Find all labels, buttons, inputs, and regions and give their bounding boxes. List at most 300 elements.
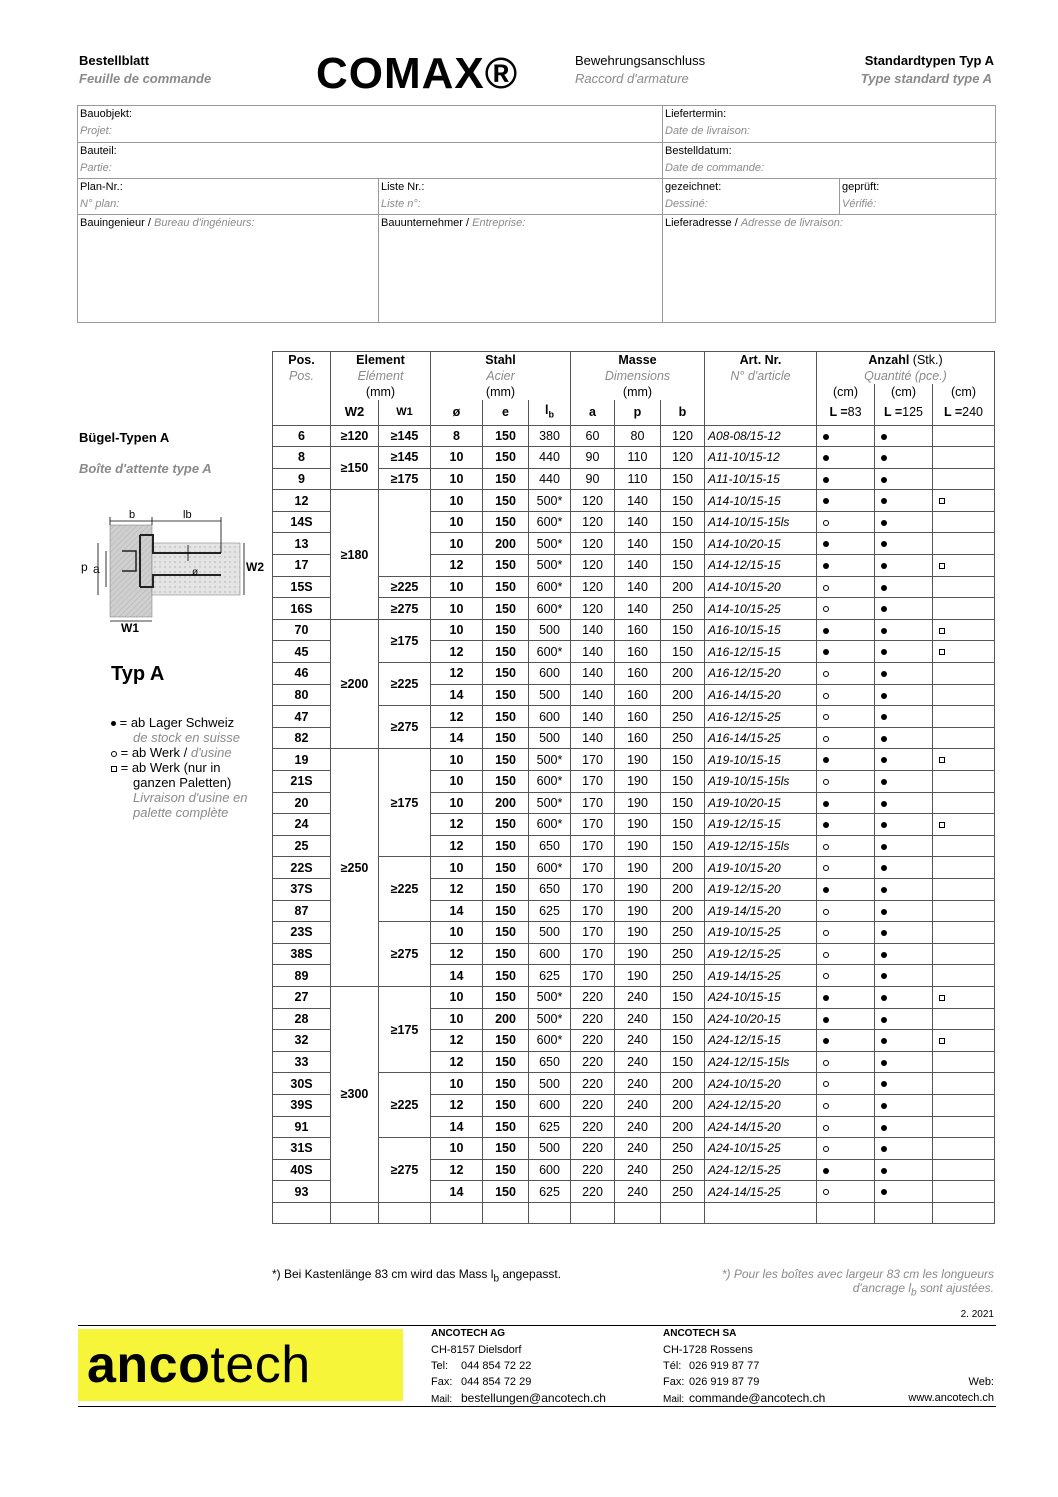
cell-qty-125[interactable] xyxy=(875,598,933,620)
filled-dot-icon xyxy=(881,714,887,720)
cell-art-nr: A14-10/15-25 xyxy=(705,598,817,620)
cell-pos: 32 xyxy=(273,1030,331,1052)
cell-qty-83[interactable] xyxy=(817,468,875,490)
cell-qty-83[interactable] xyxy=(817,878,875,900)
cell-art-nr: A19-10/20-15 xyxy=(705,792,817,814)
cell-lb: 600* xyxy=(529,641,571,663)
cell-w2: ≥200 xyxy=(331,619,379,749)
cell-qty-83[interactable] xyxy=(817,922,875,944)
cell-p: 110 xyxy=(615,447,661,469)
cell-pos: 25 xyxy=(273,835,331,857)
cell-b: 150 xyxy=(661,641,705,663)
cell-lb: 500 xyxy=(529,1073,571,1095)
legend-open xyxy=(111,745,276,760)
field-lieferadresse[interactable] xyxy=(663,215,997,322)
cell-e: 150 xyxy=(483,684,529,706)
ag-fax xyxy=(431,1374,606,1390)
table-row xyxy=(273,706,995,728)
cell-qty-83[interactable] xyxy=(817,576,875,598)
legend-full-de: = ab Lager Schweiz xyxy=(119,715,235,730)
cell-qty-83[interactable] xyxy=(817,814,875,836)
cell-p: 160 xyxy=(615,684,661,706)
cell-qty-125[interactable] xyxy=(875,1094,933,1116)
cell-qty-240[interactable] xyxy=(933,1073,995,1095)
label-entreprise: Entreprise: xyxy=(472,217,526,229)
cell-qty-240[interactable] xyxy=(933,425,995,447)
cell-a: 60 xyxy=(571,425,615,447)
cell-qty-240[interactable] xyxy=(933,447,995,469)
head-unit-125: (cm) xyxy=(875,384,933,400)
cell-e: 150 xyxy=(483,576,529,598)
cell-qty-240[interactable] xyxy=(933,511,995,533)
cell-qty-125[interactable] xyxy=(875,749,933,771)
legend-full-fr: de stock en suisse xyxy=(133,730,240,745)
cell-b: 200 xyxy=(661,1094,705,1116)
cell-e: 150 xyxy=(483,663,529,685)
filled-dot-icon xyxy=(823,1038,829,1044)
cell-qty-125[interactable] xyxy=(875,943,933,965)
cell-w1: ≥145 xyxy=(379,425,431,447)
cell-e: 150 xyxy=(483,1116,529,1138)
diag-lb: lb xyxy=(183,509,192,521)
cell-p: 240 xyxy=(615,986,661,1008)
head-row-2 xyxy=(273,368,995,384)
cell-b: 150 xyxy=(661,835,705,857)
empty-cell[interactable] xyxy=(615,1202,661,1224)
cell-qty-83[interactable] xyxy=(817,1094,875,1116)
cell-qty-125[interactable] xyxy=(875,814,933,836)
cell-qty-83[interactable] xyxy=(817,986,875,1008)
cell-p: 80 xyxy=(615,425,661,447)
cell-qty-83[interactable] xyxy=(817,771,875,793)
field-ingenieur[interactable] xyxy=(78,215,379,322)
cell-pos: 30S xyxy=(273,1073,331,1095)
empty-cell[interactable] xyxy=(705,1202,817,1224)
cell-qty-125[interactable] xyxy=(875,706,933,728)
cell-qty-240[interactable] xyxy=(933,1030,995,1052)
cell-qty-83[interactable] xyxy=(817,598,875,620)
cell-qty-83[interactable] xyxy=(817,641,875,663)
cell-p: 190 xyxy=(615,943,661,965)
head-element-fr: Elément xyxy=(331,368,431,384)
cell-qty-125[interactable] xyxy=(875,1138,933,1160)
cell-b: 150 xyxy=(661,986,705,1008)
cell-qty-125[interactable] xyxy=(875,619,933,641)
cell-qty-83[interactable] xyxy=(817,1008,875,1030)
cell-qty-125[interactable] xyxy=(875,684,933,706)
cell-art-nr: A24-10/20-15 xyxy=(705,1008,817,1030)
cell-qty-125[interactable] xyxy=(875,555,933,577)
cell-w1: ≥175 xyxy=(379,619,431,662)
label-dessine: Dessiné: xyxy=(665,198,708,210)
field-bestelldatum[interactable] xyxy=(663,143,997,179)
cell-qty-83[interactable] xyxy=(817,511,875,533)
footer-sa xyxy=(663,1326,825,1408)
cell-qty-83[interactable] xyxy=(817,792,875,814)
cell-qty-240[interactable] xyxy=(933,598,995,620)
head-l83-val: 83 xyxy=(847,405,862,420)
empty-cell[interactable] xyxy=(483,1202,529,1224)
cell-pos: 17 xyxy=(273,555,331,577)
field-bauteil[interactable] xyxy=(78,143,663,179)
cell-qty-125[interactable] xyxy=(875,663,933,685)
cell-qty-240[interactable] xyxy=(933,684,995,706)
cell-e: 150 xyxy=(483,425,529,447)
cell-pos: 38S xyxy=(273,943,331,965)
cell-art-nr: A19-12/15-25 xyxy=(705,943,817,965)
cell-qty-83[interactable] xyxy=(817,900,875,922)
cell-a: 220 xyxy=(571,1138,615,1160)
cell-qty-125[interactable] xyxy=(875,425,933,447)
cell-qty-83[interactable] xyxy=(817,1138,875,1160)
field-unternehmer[interactable] xyxy=(379,215,663,322)
cell-qty-125[interactable] xyxy=(875,641,933,663)
cell-qty-125[interactable] xyxy=(875,1116,933,1138)
cell-qty-83[interactable] xyxy=(817,943,875,965)
cell-w1: ≥145 xyxy=(379,447,431,469)
cell-qty-125[interactable] xyxy=(875,878,933,900)
cell-qty-240[interactable] xyxy=(933,1051,995,1073)
cell-dia: 10 xyxy=(431,922,483,944)
cell-qty-240[interactable] xyxy=(933,857,995,879)
cell-qty-125[interactable] xyxy=(875,922,933,944)
cell-qty-240[interactable] xyxy=(933,468,995,490)
cell-qty-240[interactable] xyxy=(933,900,995,922)
cell-lb: 500 xyxy=(529,922,571,944)
cell-qty-83[interactable] xyxy=(817,1030,875,1052)
cell-qty-125[interactable] xyxy=(875,1008,933,1030)
cell-p: 240 xyxy=(615,1073,661,1095)
head-art: Art. Nr. xyxy=(705,352,817,369)
sa-mail xyxy=(663,1390,825,1408)
field-bauobjekt[interactable] xyxy=(78,106,663,143)
empty-cell[interactable] xyxy=(529,1202,571,1224)
cell-b: 150 xyxy=(661,1030,705,1052)
ag-mail xyxy=(431,1390,606,1408)
legend-full xyxy=(111,715,276,730)
filled-dot-icon xyxy=(881,1146,887,1152)
ag-mail-label: Mail: xyxy=(431,1394,453,1405)
cell-qty-240[interactable] xyxy=(933,490,995,512)
empty-cell[interactable] xyxy=(933,1202,995,1224)
cell-e: 150 xyxy=(483,1030,529,1052)
cell-qty-125[interactable] xyxy=(875,490,933,512)
head-masse-unit: (mm) xyxy=(571,384,705,400)
cell-w1: ≥225 xyxy=(379,663,431,706)
cell-a: 120 xyxy=(571,555,615,577)
head-element-unit: (mm) xyxy=(331,384,431,400)
cell-dia: 12 xyxy=(431,814,483,836)
cell-qty-83[interactable] xyxy=(817,447,875,469)
label-bestelldatum: Bestelldatum: xyxy=(665,145,732,157)
table-row xyxy=(273,857,995,879)
cell-a: 140 xyxy=(571,727,615,749)
filled-dot-icon xyxy=(881,1103,887,1109)
cell-qty-83[interactable] xyxy=(817,749,875,771)
cell-qty-125[interactable] xyxy=(875,1073,933,1095)
cell-qty-240[interactable] xyxy=(933,555,995,577)
cell-lb: 500* xyxy=(529,533,571,555)
cell-dia: 14 xyxy=(431,1116,483,1138)
table-row xyxy=(273,598,995,620)
cell-qty-240[interactable] xyxy=(933,576,995,598)
cell-lb: 600* xyxy=(529,511,571,533)
cell-e: 150 xyxy=(483,814,529,836)
cell-qty-240[interactable] xyxy=(933,619,995,641)
cell-a: 120 xyxy=(571,598,615,620)
cell-qty-240[interactable] xyxy=(933,749,995,771)
cell-qty-240[interactable] xyxy=(933,878,995,900)
cell-qty-83[interactable] xyxy=(817,706,875,728)
ag-name: ANCOTECH AG xyxy=(431,1328,506,1339)
cell-qty-125[interactable] xyxy=(875,965,933,987)
cell-qty-240[interactable] xyxy=(933,1094,995,1116)
cell-w1: ≥275 xyxy=(379,1138,431,1203)
cell-qty-83[interactable] xyxy=(817,1181,875,1203)
head-e: e xyxy=(483,400,529,425)
field-liefertermin[interactable] xyxy=(663,106,997,143)
label-date-livraison: Date de livraison: xyxy=(665,125,750,137)
square-icon xyxy=(939,563,945,569)
cell-qty-83[interactable] xyxy=(817,663,875,685)
head-b: b xyxy=(661,400,705,425)
cell-pos: 45 xyxy=(273,641,331,663)
cell-dia: 12 xyxy=(431,1051,483,1073)
cell-qty-83[interactable] xyxy=(817,727,875,749)
sa-fax xyxy=(663,1374,825,1390)
filled-dot-icon xyxy=(881,649,887,655)
empty-row[interactable] xyxy=(273,1202,995,1224)
cell-w1: ≥175 xyxy=(379,986,431,1072)
diag-b: b xyxy=(129,509,136,521)
cell-e: 150 xyxy=(483,1073,529,1095)
cell-qty-240[interactable] xyxy=(933,792,995,814)
cell-art-nr: A19-12/15-15ls xyxy=(705,835,817,857)
cell-pos: 31S xyxy=(273,1138,331,1160)
cell-qty-83[interactable] xyxy=(817,555,875,577)
sa-mail-link[interactable]: commande@ancotech.ch xyxy=(689,1391,826,1405)
cell-qty-125[interactable] xyxy=(875,986,933,1008)
cell-qty-83[interactable] xyxy=(817,1051,875,1073)
cell-e: 150 xyxy=(483,1159,529,1181)
legend-sq-de: = ab Werk (nur in xyxy=(120,760,221,775)
cell-qty-125[interactable] xyxy=(875,447,933,469)
cell-qty-125[interactable] xyxy=(875,1051,933,1073)
filled-dot-icon xyxy=(881,693,887,699)
cell-qty-240[interactable] xyxy=(933,1138,995,1160)
cell-qty-240[interactable] xyxy=(933,835,995,857)
sa-mail-label: Mail: xyxy=(663,1394,685,1405)
ag-fax-val: 044 854 72 29 xyxy=(461,1376,532,1388)
empty-cell[interactable] xyxy=(331,1202,379,1224)
cell-qty-125[interactable] xyxy=(875,771,933,793)
cell-p: 190 xyxy=(615,792,661,814)
cell-b: 250 xyxy=(661,727,705,749)
cell-qty-83[interactable] xyxy=(817,1073,875,1095)
field-plan[interactable] xyxy=(78,179,379,215)
empty-cell[interactable] xyxy=(875,1202,933,1224)
field-gezeichnet[interactable] xyxy=(663,179,840,215)
cell-qty-83[interactable] xyxy=(817,835,875,857)
cell-lb: 600 xyxy=(529,706,571,728)
head-row-4 xyxy=(273,400,995,425)
cell-qty-83[interactable] xyxy=(817,490,875,512)
header-left-de: Bestellblatt xyxy=(79,53,150,68)
filled-dot-icon xyxy=(881,801,887,807)
cell-qty-83[interactable] xyxy=(817,1116,875,1138)
empty-cell[interactable] xyxy=(431,1202,483,1224)
cell-qty-125[interactable] xyxy=(875,727,933,749)
cell-qty-240[interactable] xyxy=(933,706,995,728)
cell-qty-125[interactable] xyxy=(875,511,933,533)
cell-qty-125[interactable] xyxy=(875,576,933,598)
cell-p: 190 xyxy=(615,814,661,836)
cell-p: 240 xyxy=(615,1116,661,1138)
cell-a: 170 xyxy=(571,792,615,814)
cell-p: 140 xyxy=(615,598,661,620)
empty-cell[interactable] xyxy=(379,1202,431,1224)
cell-qty-83[interactable] xyxy=(817,965,875,987)
cell-qty-240[interactable] xyxy=(933,965,995,987)
cell-qty-83[interactable] xyxy=(817,619,875,641)
cell-qty-240[interactable] xyxy=(933,1008,995,1030)
filled-dot-icon xyxy=(881,822,887,828)
ag-mail-link[interactable]: bestellungen@ancotech.ch xyxy=(461,1391,606,1405)
brand-title: COMAX® xyxy=(316,49,519,98)
cell-lb: 500 xyxy=(529,727,571,749)
cell-qty-125[interactable] xyxy=(875,1159,933,1181)
cell-a: 220 xyxy=(571,1181,615,1203)
cell-qty-125[interactable] xyxy=(875,1030,933,1052)
cell-qty-83[interactable] xyxy=(817,684,875,706)
label-verifie: Vérifié: xyxy=(842,198,877,210)
cell-lb: 500 xyxy=(529,619,571,641)
cell-p: 140 xyxy=(615,490,661,512)
cell-dia: 10 xyxy=(431,1138,483,1160)
field-geprueft[interactable] xyxy=(840,179,997,215)
cell-w2: ≥150 xyxy=(331,447,379,490)
cell-w1: ≥175 xyxy=(379,749,431,857)
head-dia: ø xyxy=(431,400,483,425)
cell-lb: 380 xyxy=(529,425,571,447)
web-link[interactable]: www.ancotech.ch xyxy=(908,1392,994,1404)
label-projet: Projet: xyxy=(80,125,112,137)
cell-qty-240[interactable] xyxy=(933,1159,995,1181)
empty-cell[interactable] xyxy=(571,1202,615,1224)
sa-fax-val: 026 919 87 79 xyxy=(689,1376,760,1388)
head-stahl-unit: (mm) xyxy=(431,384,571,400)
cell-dia: 14 xyxy=(431,965,483,987)
cell-qty-240[interactable] xyxy=(933,943,995,965)
cell-a: 170 xyxy=(571,814,615,836)
label-adresse: Adresse de livraison: xyxy=(740,217,843,229)
sa-tel xyxy=(663,1358,825,1374)
cell-qty-83[interactable] xyxy=(817,425,875,447)
cell-dia: 10 xyxy=(431,490,483,512)
cell-e: 150 xyxy=(483,1094,529,1116)
cell-qty-240[interactable] xyxy=(933,1181,995,1203)
cell-qty-125[interactable] xyxy=(875,857,933,879)
cell-qty-240[interactable] xyxy=(933,986,995,1008)
head-masse-fr: Dimensions xyxy=(571,368,705,384)
open-dot-icon xyxy=(823,585,829,591)
square-icon xyxy=(939,498,945,504)
filled-dot-icon xyxy=(111,721,116,726)
empty-cell[interactable] xyxy=(661,1202,705,1224)
cell-qty-125[interactable] xyxy=(875,533,933,555)
cell-art-nr: A24-12/15-25 xyxy=(705,1159,817,1181)
head-lb-l: l xyxy=(545,403,549,417)
open-dot-icon xyxy=(823,973,829,979)
cell-qty-240[interactable] xyxy=(933,641,995,663)
cell-pos: 80 xyxy=(273,684,331,706)
diag-w1: W1 xyxy=(121,621,139,635)
cell-qty-240[interactable] xyxy=(933,1116,995,1138)
cell-w1: ≥275 xyxy=(379,706,431,749)
cell-qty-83[interactable] xyxy=(817,857,875,879)
filled-dot-icon xyxy=(881,628,887,634)
cell-b: 150 xyxy=(661,792,705,814)
cell-art-nr: A16-12/15-25 xyxy=(705,706,817,728)
cell-b: 150 xyxy=(661,619,705,641)
field-liste[interactable] xyxy=(379,179,663,215)
cell-qty-240[interactable] xyxy=(933,922,995,944)
note-fr-sub: b xyxy=(911,1287,917,1299)
cell-qty-240[interactable] xyxy=(933,663,995,685)
note-de-post: angepasst. xyxy=(499,1267,562,1281)
label-bauobjekt: Bauobjekt: xyxy=(80,108,132,120)
cell-qty-83[interactable] xyxy=(817,533,875,555)
filled-dot-icon xyxy=(823,1168,829,1174)
cell-dia: 12 xyxy=(431,878,483,900)
empty-cell[interactable] xyxy=(817,1202,875,1224)
note-de-pre: *) Bei Kastenlänge 83 cm wird das Mass l xyxy=(272,1267,494,1281)
header-right-fr: Type standard type A xyxy=(860,71,992,86)
cell-qty-125[interactable] xyxy=(875,792,933,814)
web-label: Web: xyxy=(968,1376,994,1388)
filled-dot-icon xyxy=(881,844,887,850)
filled-dot-icon xyxy=(881,973,887,979)
header-mid-de: Bewehrungsanschluss xyxy=(575,53,706,68)
cell-qty-125[interactable] xyxy=(875,468,933,490)
cell-art-nr: A14-10/15-15ls xyxy=(705,511,817,533)
cell-qty-125[interactable] xyxy=(875,900,933,922)
cell-a: 90 xyxy=(571,468,615,490)
cell-qty-83[interactable] xyxy=(817,1159,875,1181)
ag-fax-label: Fax: xyxy=(431,1376,453,1388)
note-fr-2-pre: d'ancrage l xyxy=(852,1281,912,1295)
cell-lb: 600* xyxy=(529,576,571,598)
cell-dia: 10 xyxy=(431,857,483,879)
cell-qty-240[interactable] xyxy=(933,533,995,555)
cell-qty-240[interactable] xyxy=(933,814,995,836)
cell-p: 190 xyxy=(615,922,661,944)
cell-lb: 625 xyxy=(529,965,571,987)
cell-a: 170 xyxy=(571,943,615,965)
cell-qty-125[interactable] xyxy=(875,835,933,857)
filled-dot-icon xyxy=(881,757,887,763)
cell-qty-240[interactable] xyxy=(933,771,995,793)
cell-p: 240 xyxy=(615,1138,661,1160)
head-w1: W1 xyxy=(379,400,431,425)
cell-lb: 600 xyxy=(529,943,571,965)
filled-dot-icon xyxy=(881,995,887,1001)
cell-qty-125[interactable] xyxy=(875,1181,933,1203)
empty-cell[interactable] xyxy=(273,1202,331,1224)
cell-e: 150 xyxy=(483,878,529,900)
cell-qty-240[interactable] xyxy=(933,727,995,749)
legend-sq xyxy=(111,760,276,775)
